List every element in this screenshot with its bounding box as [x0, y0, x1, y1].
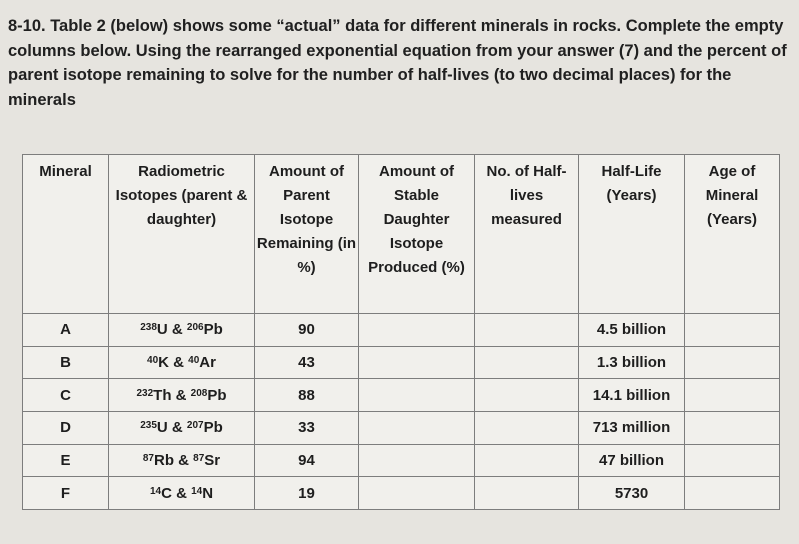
- table-row: [23, 346, 780, 379]
- cell-isotopes: [109, 411, 255, 444]
- cell-age[interactable]: [685, 346, 780, 379]
- cell-daughter-produced[interactable]: [359, 314, 475, 347]
- isotope-separator: &: [171, 386, 191, 404]
- cell-isotopes: [109, 477, 255, 510]
- isotope-separator: &: [171, 484, 192, 502]
- parent-mass-number: 40: [147, 354, 159, 366]
- cell-parent-remaining: 94: [255, 444, 359, 477]
- cell-half-life: 1.3 billion: [579, 346, 685, 379]
- header-mineral: Mineral: [23, 155, 109, 314]
- cell-parent-remaining: 19: [255, 477, 359, 510]
- cell-half-lives[interactable]: [475, 314, 579, 347]
- table-row: [23, 411, 780, 444]
- daughter-symbol: Sr: [204, 451, 221, 469]
- isotope-separator: &: [167, 419, 187, 437]
- cell-half-life: 4.5 billion: [579, 314, 685, 347]
- table-row: [23, 314, 780, 347]
- header-half-life: Half-Life (Years): [579, 155, 685, 314]
- parent-symbol: C: [161, 484, 172, 502]
- header-daughter-produced: Amount of Stable Daughter Isotope Produced (%): [359, 155, 475, 314]
- daughter-mass-number: 40: [188, 354, 200, 366]
- daughter-symbol: Pb: [203, 321, 223, 339]
- daughter-symbol: Pb: [203, 419, 223, 437]
- table-row: [23, 477, 780, 510]
- cell-half-life: 5730: [579, 477, 685, 510]
- header-parent-remaining: Amount of Parent Isotope Remaining (in %): [255, 155, 359, 314]
- daughter-symbol: N: [202, 484, 214, 502]
- cell-half-lives[interactable]: [475, 444, 579, 477]
- cell-isotopes: [109, 379, 255, 412]
- cell-parent-remaining: 88: [255, 379, 359, 412]
- cell-mineral: F: [23, 477, 109, 510]
- cell-age[interactable]: [685, 314, 780, 347]
- cell-parent-remaining: 33: [255, 411, 359, 444]
- cell-parent-remaining: 43: [255, 346, 359, 379]
- cell-isotopes: [109, 444, 255, 477]
- cell-half-life: 14.1 billion: [579, 379, 685, 412]
- parent-symbol: K: [158, 353, 169, 371]
- cell-half-lives[interactable]: [475, 346, 579, 379]
- cell-isotopes: [109, 346, 255, 379]
- cell-mineral: B: [23, 346, 109, 379]
- table-row: [23, 444, 780, 477]
- cell-daughter-produced[interactable]: [359, 411, 475, 444]
- daughter-mass-number: 87: [193, 452, 205, 464]
- parent-mass-number: 235: [140, 420, 157, 432]
- daughter-symbol: Pb: [207, 386, 227, 404]
- cell-half-life: 47 billion: [579, 444, 685, 477]
- cell-daughter-produced[interactable]: [359, 346, 475, 379]
- cell-daughter-produced[interactable]: [359, 444, 475, 477]
- parent-symbol: U: [156, 321, 168, 339]
- header-age: Age of Mineral (Years): [685, 155, 780, 314]
- isotope-separator: &: [167, 321, 187, 339]
- isotope-data-table: [22, 154, 780, 510]
- parent-mass-number: 238: [140, 322, 157, 334]
- parent-mass-number: 87: [142, 452, 154, 464]
- cell-half-lives[interactable]: [475, 477, 579, 510]
- parent-mass-number: 14: [149, 485, 162, 497]
- daughter-symbol: Ar: [199, 353, 216, 371]
- isotope-separator: &: [173, 451, 194, 469]
- cell-mineral: D: [23, 411, 109, 444]
- cell-mineral: A: [23, 314, 109, 347]
- cell-age[interactable]: [685, 477, 780, 510]
- cell-mineral: C: [23, 379, 109, 412]
- parent-symbol: Rb: [153, 451, 174, 469]
- isotope-table-container: [22, 154, 779, 510]
- cell-parent-remaining: 90: [255, 314, 359, 347]
- header-isotopes: Radiometric Isotopes (parent & daughter): [109, 155, 255, 314]
- cell-half-lives[interactable]: [475, 411, 579, 444]
- cell-half-lives[interactable]: [475, 379, 579, 412]
- daughter-mass-number: 208: [190, 387, 208, 399]
- cell-age[interactable]: [685, 444, 780, 477]
- daughter-mass-number: 206: [186, 322, 204, 334]
- parent-symbol: Th: [153, 386, 172, 404]
- cell-daughter-produced[interactable]: [359, 477, 475, 510]
- parent-symbol: U: [156, 419, 168, 437]
- header-half-lives: No. of Half-lives measured: [475, 155, 579, 314]
- daughter-mass-number: 207: [186, 420, 204, 432]
- cell-isotopes: [109, 314, 255, 347]
- table-header-row: [23, 155, 780, 314]
- question-prompt: 8-10. Table 2 (below) shows some “actual” data for different minerals in rocks. Complete the empty columns below. Using the rearranged exponential equation from your answer (7) and the percent of parent isotope remaining to solve for the number of half-lives (to two decimal places) for the minerals: [8, 17, 787, 109]
- cell-daughter-produced[interactable]: [359, 379, 475, 412]
- cell-age[interactable]: [685, 411, 780, 444]
- cell-mineral: E: [23, 444, 109, 477]
- cell-age[interactable]: [685, 379, 780, 412]
- daughter-mass-number: 14: [191, 485, 203, 497]
- isotope-separator: &: [169, 353, 189, 371]
- table-row: [23, 379, 780, 412]
- cell-half-life: 713 million: [579, 411, 685, 444]
- parent-mass-number: 232: [136, 387, 154, 399]
